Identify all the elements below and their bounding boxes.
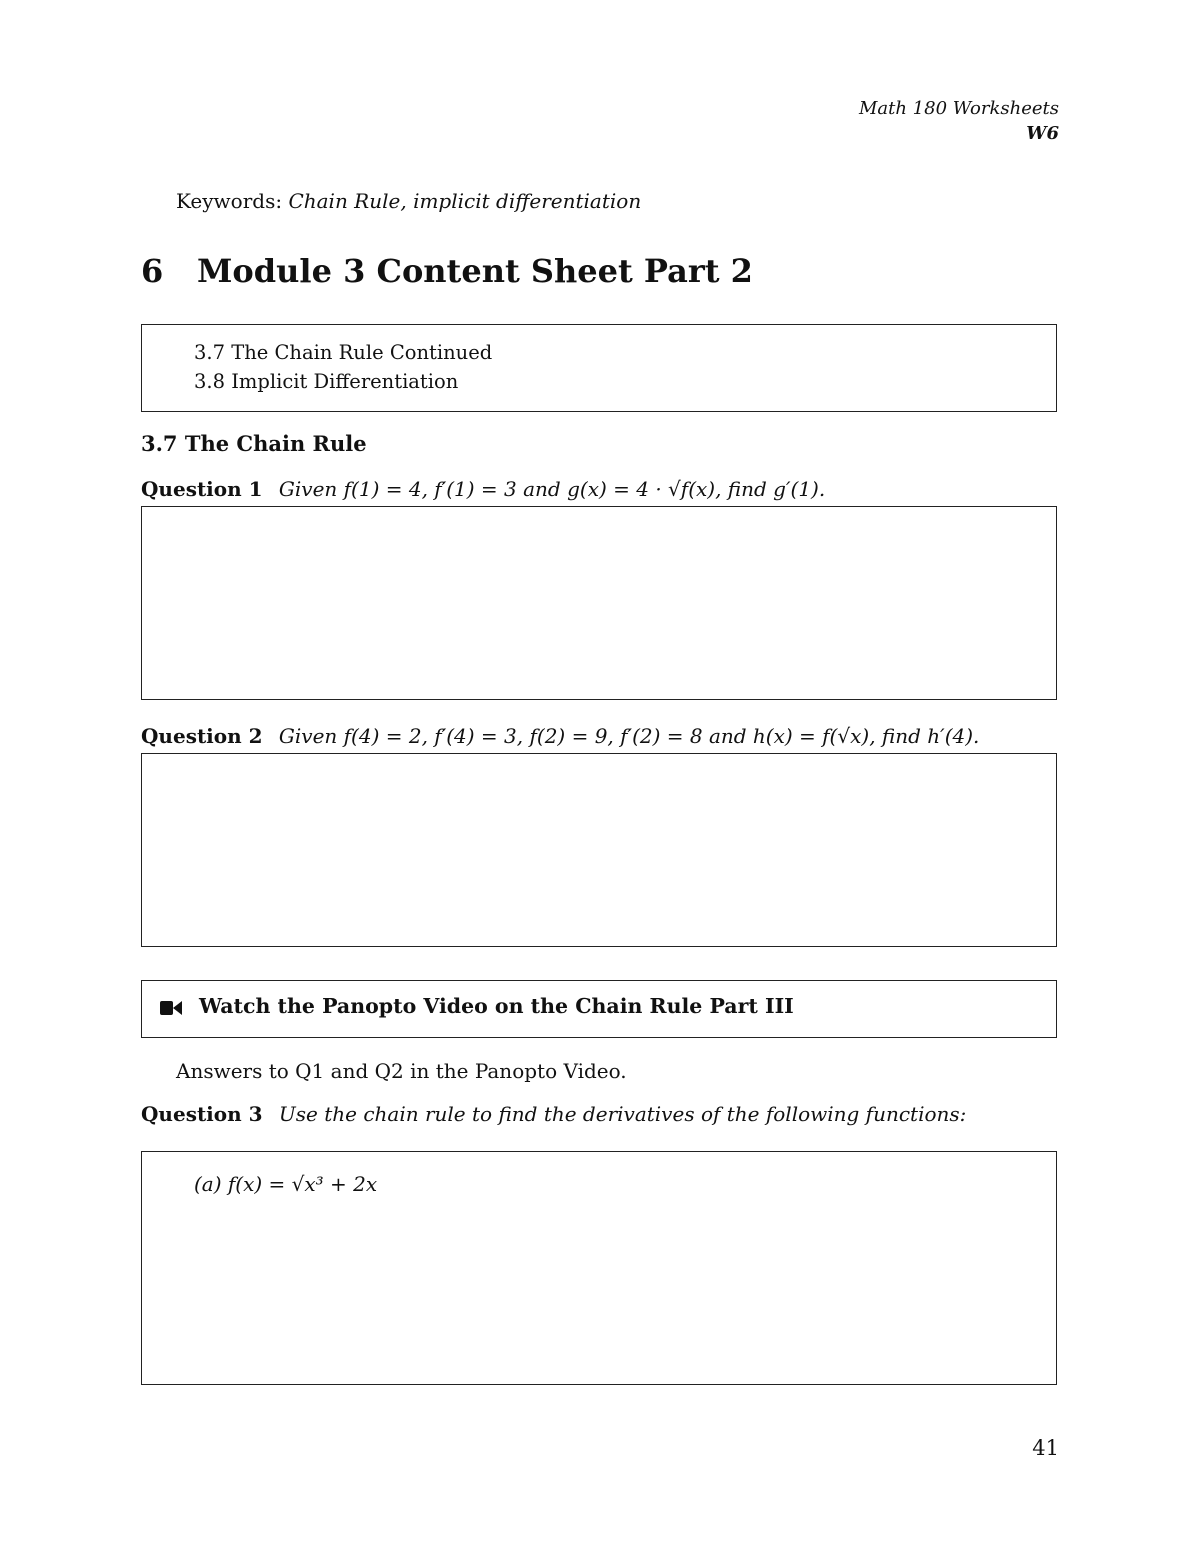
question-text: Use the chain rule to find the derivatives of the following functions: <box>278 1102 967 1126</box>
part-label: (a) <box>194 1172 222 1196</box>
question-label: Question 2 <box>141 724 263 748</box>
question-2 <box>141 724 979 748</box>
week-label: W6 <box>1026 123 1059 144</box>
keywords-line <box>176 189 641 213</box>
question-3-part-a <box>194 1172 377 1196</box>
video-callout[interactable] <box>141 980 1057 1038</box>
answers-note: Answers to Q1 and Q2 in the Panopto Video. <box>176 1059 627 1083</box>
subsection-heading: 3.7 The Chain Rule <box>141 431 367 456</box>
question-label: Question 1 <box>141 477 263 501</box>
question-1 <box>141 477 825 501</box>
page-number: 41 <box>1032 1436 1059 1460</box>
keywords-label: Keywords: <box>176 189 283 213</box>
section-heading <box>141 252 753 290</box>
section-number: 6 <box>141 252 164 290</box>
answer-box-question-1[interactable] <box>141 506 1057 700</box>
course-title: Math 180 Worksheets <box>858 98 1059 119</box>
question-text: Given f(4) = 2, f′(4) = 3, f(2) = 9, f′(2) = 8 and h(x) = f(√x), find h′(4). <box>278 724 980 748</box>
video-camera-icon <box>160 1000 182 1016</box>
question-label: Question 3 <box>141 1102 263 1126</box>
question-text: Given f(1) = 4, f′(1) = 3 and g(x) = 4 · √f(x), find g′(1). <box>278 477 826 501</box>
answer-box-question-3[interactable] <box>141 1151 1057 1385</box>
part-expression: f(x) = √x³ + 2x <box>227 1172 378 1196</box>
answer-box-question-2[interactable] <box>141 753 1057 947</box>
topic-item: 3.7 The Chain Rule Continued <box>194 341 493 364</box>
topics-box <box>141 324 1057 412</box>
section-title: Module 3 Content Sheet Part 2 <box>197 252 753 290</box>
keywords-list: Chain Rule, implicit differentiation <box>288 189 642 213</box>
question-3 <box>141 1102 966 1126</box>
video-link-label: Watch the Panopto Video on the Chain Rule Part III <box>199 994 794 1018</box>
topic-item: 3.8 Implicit Differentiation <box>194 370 459 393</box>
